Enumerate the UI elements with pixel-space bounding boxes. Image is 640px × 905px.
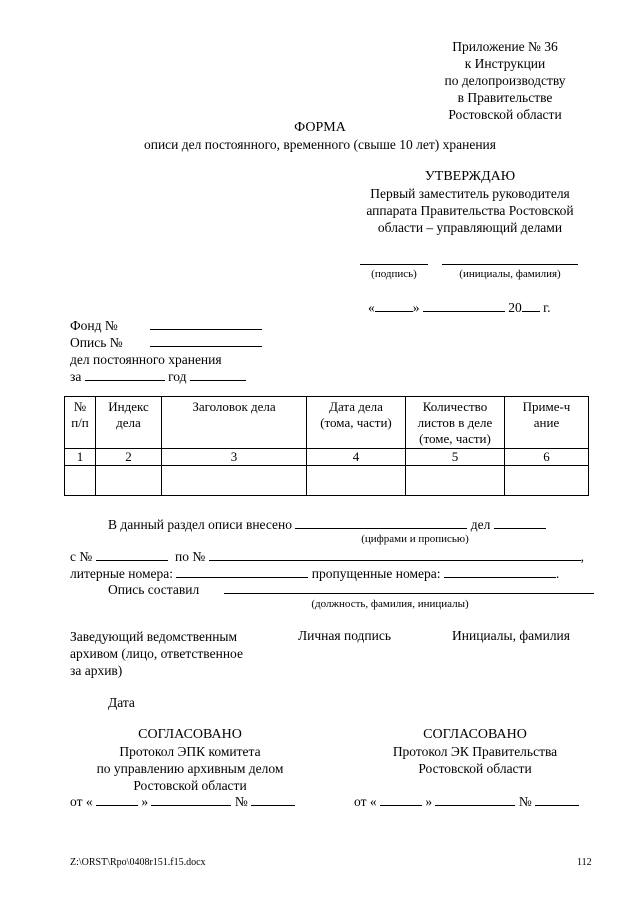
agreed-left-line-1: Протокол ЭПК комитета <box>119 744 261 759</box>
letters-period: . <box>555 566 560 581</box>
to-number-blank[interactable] <box>209 549 581 561</box>
appendix-line-4: в Правительстве <box>457 90 553 105</box>
to-number-label: по № <box>175 549 206 564</box>
approve-line-1: Первый заместитель руководителя <box>370 186 570 201</box>
god-label: год <box>168 369 187 384</box>
compiled-label: Опись составил <box>108 582 200 597</box>
agreed-left-from: от « <box>70 794 93 809</box>
agreed-left-line-3: Ростовской области <box>133 778 247 793</box>
date-day-blank[interactable] <box>375 300 413 312</box>
archive-head-line-3: за архив) <box>70 663 123 678</box>
range-row <box>70 549 584 565</box>
position-caption: (должность, фамилия, инициалы) <box>311 598 469 610</box>
range-comma: , <box>580 549 584 564</box>
header-sheets <box>406 397 505 449</box>
compiled-blank[interactable] <box>224 582 594 594</box>
za-blank[interactable] <box>85 369 165 381</box>
footer-page-number: 112 <box>577 857 592 868</box>
header-title <box>162 397 307 449</box>
agreed-left-day-blank[interactable] <box>96 794 138 806</box>
form-subtitle: описи дел постоянного, временного (свыше 10 лет) хранения <box>143 137 496 152</box>
storage-label: дел постоянного хранения <box>70 352 222 367</box>
date-year-blank[interactable] <box>522 300 540 312</box>
approve-line-2: аппарата Правительства Ростовской <box>366 203 574 218</box>
table-header-row <box>65 397 589 449</box>
opis-row <box>70 334 262 351</box>
letter-numbers-label: литерные номера: <box>70 566 174 581</box>
fund-block <box>70 317 262 385</box>
empty-cell[interactable] <box>96 466 162 496</box>
column-number-4: 4 <box>307 449 406 466</box>
header-date <box>307 397 406 449</box>
approve-line-3: области – управляющий делами <box>377 220 563 235</box>
column-number-6: 6 <box>505 449 589 466</box>
agreed-right-number-blank[interactable] <box>535 794 579 806</box>
agreed-right-from: от « <box>354 794 377 809</box>
signature-line <box>360 264 428 265</box>
letter-numbers-blank[interactable] <box>176 566 308 578</box>
appendix-line-1: Приложение № 36 <box>452 39 558 54</box>
agreed-left-title: СОГЛАСОВАНО <box>138 727 242 742</box>
compiled-row <box>108 582 594 598</box>
column-number-2: 2 <box>96 449 162 466</box>
date-month-blank[interactable] <box>423 300 505 312</box>
table-empty-row <box>65 466 589 496</box>
appendix-line-3: по делопроизводству <box>444 73 566 88</box>
agreed-left-month-blank[interactable] <box>151 794 231 806</box>
archive-head-line-2: архивом (лицо, ответственное <box>70 646 243 661</box>
entered-row <box>108 517 546 533</box>
za-label: за <box>70 369 82 384</box>
archive-head-block <box>70 628 243 679</box>
skipped-numbers-blank[interactable] <box>444 566 556 578</box>
god-blank[interactable] <box>190 369 246 381</box>
opis-label: Опись № <box>70 335 123 350</box>
table-number-row <box>65 449 589 466</box>
name-line <box>442 264 578 265</box>
header-title-label: Заголовок дела <box>192 399 276 414</box>
empty-cell[interactable] <box>162 466 307 496</box>
entered-label: В данный раздел описи внесено <box>108 517 293 532</box>
agreed-right-line-2: Ростовской области <box>418 761 532 776</box>
footer-file-path: Z:\ORST\Rpo\0408r151.f15.docx <box>70 857 206 868</box>
approve-title: УТВЕРЖДАЮ <box>424 169 516 184</box>
appendix-block <box>420 38 590 123</box>
agreed-right-date-row <box>354 794 579 810</box>
signature-caption: (подпись) <box>371 268 417 280</box>
cases-blank[interactable] <box>494 517 546 529</box>
personal-signature-label: Личная подпись <box>298 628 392 643</box>
header-sheets-label: Количество листов в деле (томе, части) <box>417 399 493 446</box>
date-quote-close: » <box>412 300 420 315</box>
agreed-left-close: » <box>141 794 149 809</box>
header-number <box>65 397 96 449</box>
from-number-blank[interactable] <box>96 549 168 561</box>
agreed-right-month-blank[interactable] <box>435 794 515 806</box>
fond-row <box>70 317 262 334</box>
agreed-right-day-blank[interactable] <box>380 794 422 806</box>
digits-caption: (цифрами и прописью) <box>361 533 469 545</box>
agreed-left-number-blank[interactable] <box>251 794 295 806</box>
header-note <box>505 397 589 449</box>
column-number-3: 3 <box>162 449 307 466</box>
empty-cell[interactable] <box>65 466 96 496</box>
from-number-label: с № <box>70 549 93 564</box>
agreed-left-date-row <box>70 794 295 810</box>
form-title: ФОРМА <box>294 120 346 135</box>
archive-head-line-1: Заведующий ведомственным <box>70 629 238 644</box>
date-year-suffix: г. <box>543 300 551 315</box>
agreed-right-no: № <box>518 794 532 809</box>
header-index <box>96 397 162 449</box>
agreed-left-no: № <box>234 794 248 809</box>
agreed-left-line-2: по управлению архивным делом <box>96 761 284 776</box>
opis-blank[interactable] <box>150 335 262 347</box>
header-date-label: Дата дела (тома, части) <box>320 399 392 430</box>
name-caption: (инициалы, фамилия) <box>459 268 561 280</box>
date-quote-open: « <box>368 300 375 315</box>
appendix-line-2: к Инструкции <box>464 56 546 71</box>
agreed-right-title: СОГЛАСОВАНО <box>423 727 527 742</box>
initials-label: Инициалы, фамилия <box>452 628 570 643</box>
za-row <box>70 368 262 385</box>
appendix-line-5: Ростовской области <box>448 107 562 122</box>
header-number-label: № п/п <box>71 399 89 430</box>
cases-label: дел <box>470 517 491 532</box>
agreed-right-line-1: Протокол ЭК Правительства <box>392 744 558 759</box>
fond-label: Фонд № <box>70 318 118 333</box>
entered-blank[interactable] <box>295 517 467 529</box>
header-note-label: Приме-чание <box>522 399 571 430</box>
letters-row <box>70 566 559 582</box>
empty-cell[interactable] <box>505 466 589 496</box>
empty-cell[interactable] <box>406 466 505 496</box>
header-index-label: Индекс дела <box>108 399 149 430</box>
skipped-numbers-label: пропущенные номера: <box>311 566 441 581</box>
fond-blank[interactable] <box>150 318 262 330</box>
approve-block <box>340 168 600 236</box>
date-label: Дата <box>108 695 135 710</box>
empty-cell[interactable] <box>307 466 406 496</box>
approve-date-line <box>368 300 551 316</box>
column-number-1: 1 <box>65 449 96 466</box>
column-number-5: 5 <box>406 449 505 466</box>
inventory-table <box>64 396 589 496</box>
agreed-right-block <box>350 726 600 777</box>
date-year-prefix: 20 <box>508 300 522 315</box>
agreed-right-close: » <box>425 794 433 809</box>
agreed-left-block <box>60 726 320 794</box>
